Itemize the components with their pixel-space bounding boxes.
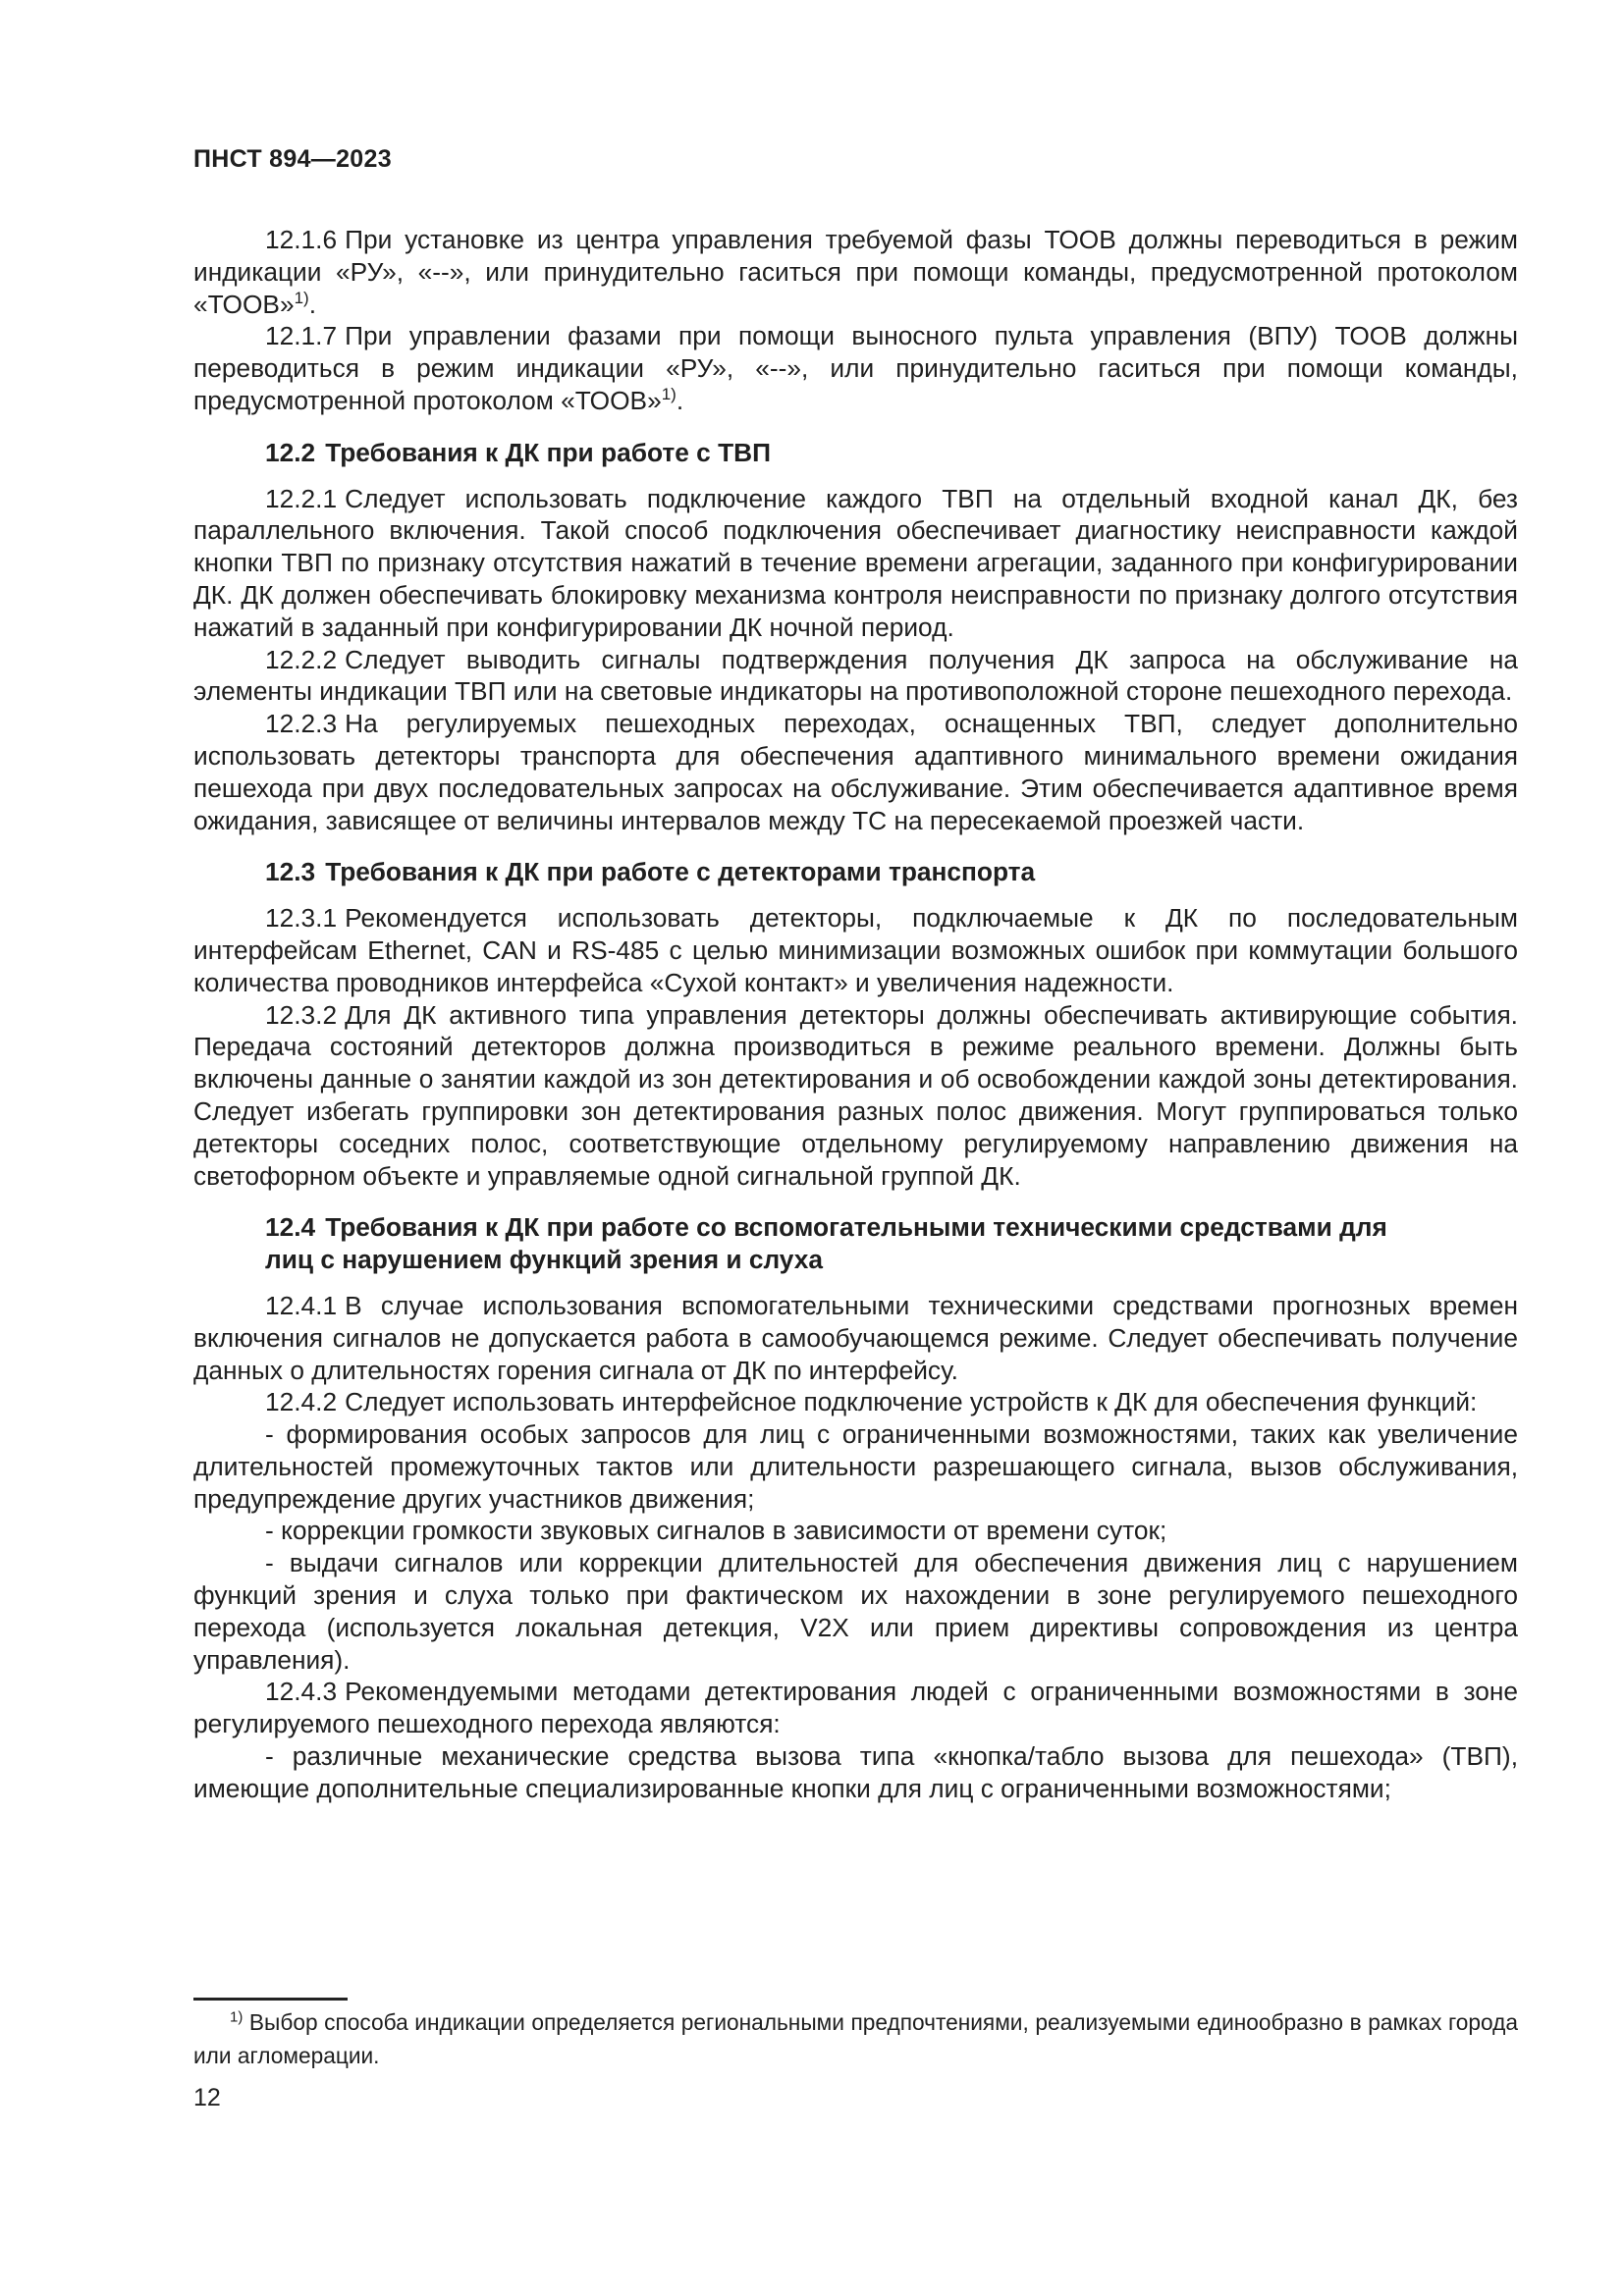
clause-number: 12.4.3 xyxy=(265,1677,338,1707)
document-body xyxy=(193,224,1518,1805)
section-number: 12.4 xyxy=(265,1212,316,1243)
footnote-text: Выбор способа индикации определяется региональными предпочтениями, реализуемыми единообразно в рамках города или агломерации. xyxy=(193,2009,1518,2068)
page-number: 12 xyxy=(193,2084,221,2111)
clause-number: 12.3.2 xyxy=(265,999,338,1030)
clause-12-4-1 xyxy=(193,1290,1518,1386)
clause-12-1-6 xyxy=(193,224,1518,320)
section-heading-12-3 xyxy=(193,856,1518,888)
section-title-line-1: Требования к ДК при работе со вспомогательными техническими средствами для xyxy=(325,1212,1387,1243)
clause-number: 12.1.7 xyxy=(265,321,338,351)
section-number: 12.2 xyxy=(265,437,316,467)
list-item: - выдачи сигналов или коррекции длительностей для обеспечения движения лиц с нарушением функций зрения и слуха только при фактическом их нахождении в зоне регулируемого пешеходного перехода (используется локальная детекция, V2X или прием директивы сопровождения из центра управления). xyxy=(193,1548,1518,1675)
clause-text: Рекомендуемыми методами детектирования людей с ограниченными возможностями в зоне регулируемого пешеходного перехода являются: xyxy=(193,1677,1518,1739)
clause-text: При установке из центра управления требуемой фазы ТООВ должны переводиться в режим индикации «РУ», «--», или принудительно гаситься при помощи команды, предусмотренной протоколом «ТООВ» xyxy=(193,225,1518,319)
clause-tail: . xyxy=(308,289,317,319)
clause-text: Следует использовать интерфейсное подключение устройств к ДК для обеспечения функций: xyxy=(345,1387,1478,1417)
clause-12-2-1 xyxy=(193,483,1518,644)
clause-text: При управлении фазами при помощи выносного пульта управления (ВПУ) ТООВ должны переводиться в режим индикации «РУ», «--», или принудительно гаситься при помощи команды, предусмотренной протоколом «ТООВ» xyxy=(193,321,1518,415)
list-item: - формирования особых запросов для лиц с ограниченными возможностями, таких как увеличение длительностей промежуточных тактов или длительности разрешающего сигнала, вызов обслуживания, предупреждение других участников движения; xyxy=(193,1419,1518,1514)
clause-number: 12.4.1 xyxy=(265,1290,338,1320)
list-item: - коррекции громкости звуковых сигналов в зависимости от времени суток; xyxy=(265,1516,1167,1546)
section-number: 12.3 xyxy=(265,857,316,887)
footnote xyxy=(193,2005,1518,2072)
clause-12-4-2 xyxy=(193,1386,1518,1418)
clause-text: Следует использовать подключение каждого ТВП на отдельный входной канал ДК, без параллельного включения. Такой способ подключения обеспечивает диагностику неисправности каждой кнопки ТВП по признаку отсутствия нажатий в течение времени агрегации, заданного при конфигурировании ДК. ДК должен обеспечивать блокировку механизма контроля неисправности по признаку долгого отсутствия нажатий в заданный при конфигурировании ДК ночной период. xyxy=(193,483,1518,642)
clause-number: 12.4.2 xyxy=(265,1387,338,1417)
clause-number: 12.1.6 xyxy=(265,225,338,254)
section-title-line-2: лиц с нарушением функций зрения и слуха xyxy=(265,1245,824,1275)
clause-text: Следует выводить сигналы подтверждения получения ДК запроса на обслуживание на элементы индикации ТВП или на световые индикаторы на противоположной стороне пешеходного перехода. xyxy=(193,644,1518,707)
clause-12-1-7 xyxy=(193,320,1518,416)
clause-number: 12.2.3 xyxy=(265,709,338,739)
clause-text: В случае использования вспомогательными техническими средствами прогнозных времен включения сигналов не допускается работа в самообучающемся режиме. Следует обеспечивать получение данных о длительностях горения сигнала от ДК по интерфейсу. xyxy=(193,1290,1518,1385)
document-code-header: ПНСТ 894—2023 xyxy=(193,145,392,173)
list-item: - различные механические средства вызова типа «кнопка/табло вызова для пешехода» (ТВП), имеющие дополнительные специализированные кнопки для лиц с ограниченными возможностями; xyxy=(193,1741,1518,1803)
clause-text: На регулируемых пешеходных переходах, оснащенных ТВП, следует дополнительно использовать детекторы транспорта для обеспечения адаптивного минимального времени ожидания пешехода при двух последовательных запросах на обслуживание. Этим обеспечивается адаптивное время ожидания, зависящее от величины интервалов между ТС на пересекаемой проезжей части. xyxy=(193,709,1518,835)
clause-12-2-3 xyxy=(193,708,1518,836)
clause-12-2-2 xyxy=(193,644,1518,709)
section-title: Требования к ДК при работе с детекторами транспорта xyxy=(325,857,1036,887)
footnote-reference: 1) xyxy=(294,288,309,307)
clause-12-4-3 xyxy=(193,1676,1518,1740)
clause-number: 12.3.1 xyxy=(265,903,338,934)
clause-number: 12.2.2 xyxy=(265,644,338,674)
section-title: Требования к ДК при работе с ТВП xyxy=(325,437,772,467)
footnote-separator xyxy=(193,1998,348,2001)
clause-text: Для ДК активного типа управления детекторы должны обеспечивать активирующие события. Передача состояний детекторов должна производиться в режиме реального времени. Должны быть включены данные о занятии каждой из зон детектирования и об освобождении каждой зоны детектирования. Следует избегать группировки зон детектирования разных полос движения. Могут группироваться только детекторы соседних полос, соответствующие отдельному регулируемому направлению движения на светофорном объекте и управляемые одной сигнальной группой ДК. xyxy=(193,999,1518,1191)
clause-text: Рекомендуется использовать детекторы, подключаемые к ДК по последовательным интерфейсам Ethernet, CAN и RS-485 с целью минимизации возможных ошибок при коммутации большого количества проводников интерфейса «Сухой контакт» и увеличения надежности. xyxy=(193,903,1518,997)
footnote-mark: 1) xyxy=(230,2008,244,2026)
clause-number: 12.2.1 xyxy=(265,483,338,513)
clause-12-3-1 xyxy=(193,902,1518,998)
clause-12-3-2 xyxy=(193,999,1518,1193)
footnote-reference: 1) xyxy=(661,385,677,404)
section-heading-12-4 xyxy=(193,1211,1518,1276)
clause-tail: . xyxy=(676,385,684,415)
section-heading-12-2 xyxy=(193,437,1518,469)
